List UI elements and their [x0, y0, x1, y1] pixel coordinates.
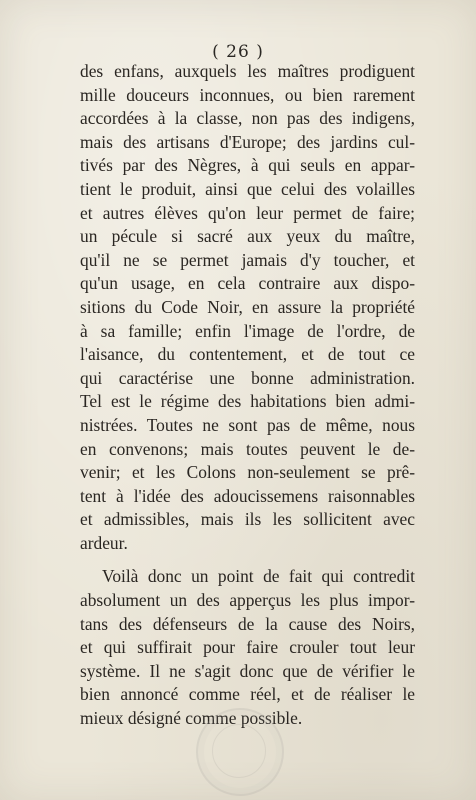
- text-line: un pécule si sacré aux yeux du maître,: [80, 226, 415, 247]
- text-line: tient le produit, ainsi que celui des volailles: [80, 178, 415, 199]
- text-line: mais des artisans d'Europe; des jardins cul-: [80, 131, 415, 152]
- library-stamp-inner: [212, 724, 266, 778]
- text-line: l'aisance, du contentement, et de tout ce: [80, 344, 415, 365]
- text-line: qu'il ne se permet jamais d'y toucher, et: [80, 249, 415, 270]
- text-line: mille douceurs inconnues, ou bien rarement: [80, 84, 415, 105]
- text-line: tivés par des Nègres, à qui seuls en appar-: [80, 155, 415, 176]
- page-number: ( 26 ): [212, 42, 264, 62]
- text-line: Tel est le régime des habitations bien admi-: [80, 391, 415, 412]
- text-line: et qui suffirait pour faire crouler tout leur: [80, 637, 415, 658]
- body-text: [80, 60, 415, 731]
- text-line: et autres élèves qu'on leur permet de faire;: [80, 202, 415, 223]
- text-line: tans des défenseurs de la cause des Noirs,: [80, 613, 415, 634]
- text-line: des enfans, auxquels les maîtres prodiguent: [80, 61, 415, 81]
- text-line: à sa famille; enfin l'image de l'ordre, de: [80, 320, 415, 341]
- text-line: bien annoncé comme réel, et de réaliser le: [80, 684, 415, 705]
- text-line: tent à l'idée des adoucissemens raisonnables: [80, 485, 415, 506]
- text-line: accordées à la classe, non pas des indigens,: [80, 108, 415, 129]
- text-line: en convenons; mais toutes peuvent le de-: [80, 438, 415, 459]
- text-line: ardeur.: [80, 532, 128, 553]
- text-line: nistrées. Toutes ne sont pas de même, nous: [80, 414, 415, 435]
- text-line: et admissibles, mais ils les sollicitent avec: [80, 509, 415, 530]
- text-line: qu'un usage, en cela contraire aux dispo-: [80, 273, 415, 294]
- text-line: venir; et les Colons non-seulement se prê-: [80, 462, 415, 483]
- text-line: système. Il ne s'agit donc que de vérifier le: [80, 660, 415, 681]
- library-stamp: [196, 708, 284, 796]
- text-line: mieux désigné comme possible.: [80, 708, 303, 729]
- text-line: sitions du Code Noir, en assure la propriété: [80, 296, 415, 317]
- text-line: qui caractérise une bonne administration.: [80, 367, 415, 388]
- text-line: Voilà donc un point de fait qui contredit: [102, 566, 415, 587]
- text-line: absolument un des apperçus les plus impor-: [80, 590, 415, 611]
